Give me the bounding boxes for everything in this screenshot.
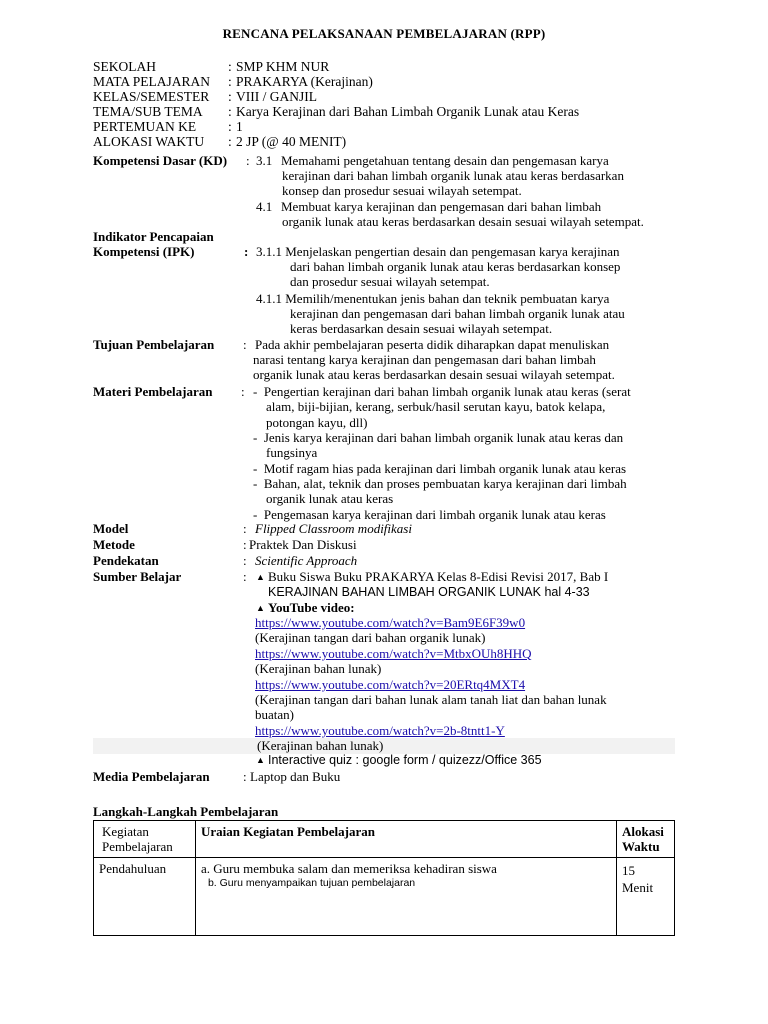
media-row: Media Pembelajaran : Laptop dan Buku (93, 769, 341, 784)
metode-row: Metode : Praktek Dan Diskusi (93, 537, 357, 552)
table-cell-kegiatan: Pendahuluan (94, 858, 196, 936)
header-key: ALOKASI WAKTU (93, 134, 205, 149)
header-value: 2 JP (@ 40 MENIT) (236, 134, 347, 149)
learning-steps-table (93, 820, 675, 936)
youtube-link[interactable]: https://www.youtube.com/watch?v=Bam9E6F39w0 (255, 615, 526, 630)
table-cell-uraian: a. Guru membuka salam dan memeriksa kehadiran siswa b. Guru menyampaikan tujuan pembelajaran (195, 858, 616, 936)
materi-item: - Motif ragam hias pada kerajinan dari limbah organik lunak atau keras (253, 461, 627, 476)
triangle-bullet-icon: ▲ (256, 603, 265, 613)
table-row (94, 858, 675, 936)
header-key: TEMA/SUB TEMA (93, 104, 203, 119)
header-value: SMP KHM NUR (236, 59, 330, 74)
youtube-link[interactable]: https://www.youtube.com/watch?v=20ERtq4MXT4 (255, 676, 526, 692)
tujuan-section: Tujuan Pembelajaran : Pada akhir pembelajaran peserta didik diharapkan dapat menuliskan narasi tentang karya kerajinan dan pengemasan dari bahan limbah organik lunak atau keras berdasarkan desain sesuai wilayah setempat. (93, 337, 615, 383)
video-caption: (Kerajinan tangan dari bahan lunak alam tanah liat dan bahan lunak (255, 692, 607, 708)
header-row-mata-pelajaran: MATA PELAJARAN : PRAKARYA (Kerajinan) (93, 74, 373, 89)
header-value: PRAKARYA (Kerajinan) (236, 74, 373, 89)
table-cell-waktu: 15 Menit (617, 858, 675, 936)
youtube-heading: ▲ YouTube video: (256, 600, 355, 615)
materi-item: - Jenis karya kerajinan dari bahan limbah organik lunak atau keras dan fungsinya (253, 430, 624, 461)
header-row-pertemuan: PERTEMUAN KE : 1 (93, 119, 243, 134)
ipk-item-3-1-1: 3.1.1 Menjelaskan pengertian desain dan pengemasan karya kerajinan (256, 244, 620, 259)
materi-item: - Bahan, alat, teknik dan proses pembuatan karya kerajinan dari limbah organik lunak atau keras (253, 476, 627, 507)
triangle-bullet-icon: ▲ (256, 755, 265, 765)
video-caption: (Kerajinan tangan dari bahan organik lunak) (255, 630, 486, 646)
kd-label: Kompetensi Dasar (KD) (93, 153, 228, 168)
youtube-link[interactable]: https://www.youtube.com/watch?v=MtbxOUh8HHQ (255, 645, 532, 661)
book-reference: ▲ Buku Siswa Buku PRAKARYA Kelas 8-Edisi Revisi 2017, Bab I KERAJINAN BAHAN LIMBAH ORGANIK LUNAK hal 4-33 (256, 569, 609, 600)
pendekatan-row: Pendekatan : Scientific Approach (93, 553, 358, 568)
interactive-quiz: ▲ Interactive quiz : google form / quizezz/Office 365 (256, 753, 542, 767)
video-caption: (Kerajinan bahan lunak) (257, 738, 384, 754)
table-header-cell: Alokasi Waktu (617, 821, 675, 858)
header-key: KELAS/SEMESTER (93, 89, 210, 104)
header-key: SEKOLAH (93, 59, 156, 74)
table-header-cell: Kegiatan Pembelajaran (94, 821, 196, 858)
header-value: Karya Kerajinan dari Bahan Limbah Organik Lunak atau Keras (236, 104, 580, 119)
table-header-row (94, 821, 675, 858)
sumber-belajar-section: Sumber Belajar : ▲ Buku Siswa Buku PRAKARYA Kelas 8-Edisi Revisi 2017, Bab I KERAJINAN BAHAN LIMBAH ORGANIK LUNAK hal 4-33 ▲ YouTube video: https://www.youtube.com/watch?v=Bam9E6F39w0 (Kerajinan tangan dari bahan organik lunak) https://www.youtube.com/watch?v=MtbxOUh8HHQ (Kerajinan bahan lunak) https://www.youtube.com/watch?v=20ERtq4MXT4 (Kerajinan tangan dari bahan lunak alam tanah liat dan bahan lunak buatan) https://www.youtube.com/watch?v=2b-8tntt1-Y (Kerajinan bahan lunak) ▲ Interactive quiz : google form / quizezz/Office 365 (93, 569, 609, 767)
kd-item-4-1 (256, 199, 272, 214)
kompetensi-dasar-section: Kompetensi Dasar (KD) : 3.1 Memahami pengetahuan tentang desain dan pengemasan karya kerajinan dari bahan limbah organik lunak atau keras berdasarkan konsep dan prosedur sesuai wilayah setempat. 4.1 Membuat karya kerajinan dan pengemasan dari bahan limbah organik lunak atau keras berdasarkan desain sesuai wilayah setempat. (93, 153, 644, 229)
video-caption: buatan) (255, 707, 294, 723)
header-row-alokasi-waktu: ALOKASI WAKTU : 2 JP (@ 40 MENIT) (93, 134, 347, 149)
metode-value: Praktek Dan Diskusi (249, 537, 357, 552)
pendekatan-value: Scientific Approach (255, 553, 358, 568)
ipk-section: Indikator Pencapaian Kompetensi (IPK) : 3.1.1 Menjelaskan pengertian desain dan pengemasan karya kerajinan dari bahan limbah organik lunak atau keras berdasarkan konsep dan prosedur sesuai wilayah setempat. 4.1.1 Memilih/menentukan jenis bahan dan teknik pembuatan karya kerajinan dan pengemasan dari bahan limbah organik lunak atau keras berdasarkan desain sesuai wilayah setempat. (93, 229, 625, 337)
materi-item: - Pengemasan karya kerajinan dari limbah organik lunak atau keras (253, 507, 606, 522)
kd-item-3-1 (256, 153, 272, 168)
table-header-cell: Uraian Kegiatan Pembelajaran (195, 821, 616, 858)
model-row: Model : Flipped Classroom modifikasi (93, 521, 412, 536)
kd-number: 4.1 (256, 199, 273, 214)
langkah-heading: Langkah-Langkah Pembelajaran (93, 804, 279, 819)
header-row-kelas-semester: KELAS/SEMESTER : VIII / GANJIL (93, 89, 317, 104)
header-row-sekolah: SEKOLAH : SMP KHM NUR (93, 59, 330, 74)
triangle-bullet-icon: ▲ (256, 572, 265, 582)
kd-number: 3.1 (256, 153, 273, 168)
tujuan-label: Tujuan Pembelajaran (93, 337, 215, 352)
video-caption: (Kerajinan bahan lunak) (255, 661, 382, 677)
ipk-label: Indikator Pencapaian Kompetensi (IPK) (93, 229, 214, 260)
materi-section: Materi Pembelajaran : - Pengertian kerajinan dari bahan limbah organik lunak atau keras (serat alam, biji-bijian, kerang, serbuk/hasil serutan kayu, batok kelapa, potongan kayu, dll) - Jenis karya kerajinan dari bahan limbah organik lunak atau keras dan fungsinya - Motif ragam hias pada kerajinan dari limbah organik lunak atau keras - Bahan, alat, teknik dan proses pembuatan karya kerajinan dari limbah organik lunak atau keras - Pengemasan karya kerajinan dari limbah organik lunak atau keras (93, 384, 631, 522)
kd-item-3-1-text: Memahami pengetahuan tentang desain dan pengemasan karya (281, 153, 609, 168)
media-value: Laptop dan Buku (250, 769, 341, 784)
model-value: Flipped Classroom modifikasi (255, 521, 412, 536)
ipk-item-4-1-1: 4.1.1 Memilih/menentukan jenis bahan dan teknik pembuatan karya (256, 291, 610, 306)
header-value: VIII / GANJIL (236, 89, 317, 104)
header-key: MATA PELAJARAN (93, 74, 211, 89)
header-row-tema: TEMA/SUB TEMA : Karya Kerajinan dari Bahan Limbah Organik Lunak atau Keras (93, 104, 580, 119)
materi-label: Materi Pembelajaran (93, 384, 213, 399)
header-value: 1 (236, 119, 243, 134)
document-title: RENCANA PELAKSANAAN PEMBELAJARAN (RPP) (222, 26, 546, 41)
sumber-label: Sumber Belajar (93, 569, 182, 584)
youtube-link[interactable]: https://www.youtube.com/watch?v=2b-8tntt1-Y (255, 722, 505, 738)
materi-item: - Pengertian kerajinan dari bahan limbah organik lunak atau keras (serat alam, biji-bijian, kerang, serbuk/hasil serutan kayu, batok kelapa, potongan kayu, dll) (253, 384, 631, 430)
header-key: PERTEMUAN KE (93, 119, 197, 134)
